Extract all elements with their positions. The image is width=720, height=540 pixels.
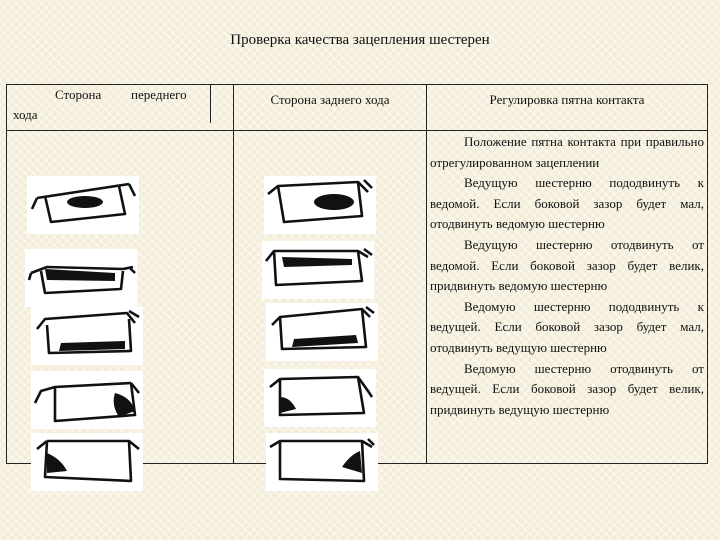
contact-bottom-icon (31, 307, 143, 365)
front-images-column (7, 131, 234, 464)
contact-heel-icon (31, 371, 143, 429)
page-title: Проверка качества зацепления шестерен (230, 32, 490, 48)
instruction-paragraph: Ведомую шестерню отодвинуть от ведущей. Если боковой зазор будет велик, придвинуть ведущую шестерню (430, 360, 704, 417)
header-divider (210, 85, 211, 123)
header-rear-side: Сторона заднего хода (234, 85, 427, 131)
table-header-row (7, 85, 708, 131)
contact-heel-icon (264, 369, 376, 427)
header-front-side (7, 85, 234, 131)
contact-center-icon (27, 176, 139, 234)
adjustment-text-column (427, 131, 708, 464)
contact-bottom-icon (266, 303, 378, 361)
instruction-paragraph: Ведомую шестерню пододвинуть к ведущей. Если боковой зазор будет мал, отодвинуть ведущую шестерню (430, 298, 704, 355)
contact-center-icon (264, 176, 376, 234)
contact-toe-icon (266, 433, 378, 491)
contact-toe-icon (31, 433, 143, 491)
header-adjustment: Регулировка пятна контакта (427, 85, 708, 131)
gear-mesh-table (6, 84, 708, 464)
instruction-paragraph: Ведущую шестерню пододвинуть к ведомой. Если боковой зазор будет мал, отодвинуть ведомую шестерню (430, 175, 704, 232)
header-front-word-2: переднего (131, 87, 187, 102)
table-body-row (7, 131, 708, 464)
contact-toe-top-icon (25, 249, 137, 307)
header-front-word-1: Сторона (55, 87, 102, 102)
rear-images-column (234, 131, 427, 464)
instruction-paragraph: Положение пятна контакта при правильно отрегулированном зацеплении (430, 134, 704, 170)
instruction-paragraph: Ведущую шестерню отодвинуть от ведомой. Если боковой зазор будет велик, придвинуть ведомую шестерню (430, 236, 704, 294)
header-front-word-3: хода (13, 107, 38, 122)
contact-toe-top-icon (262, 241, 374, 299)
